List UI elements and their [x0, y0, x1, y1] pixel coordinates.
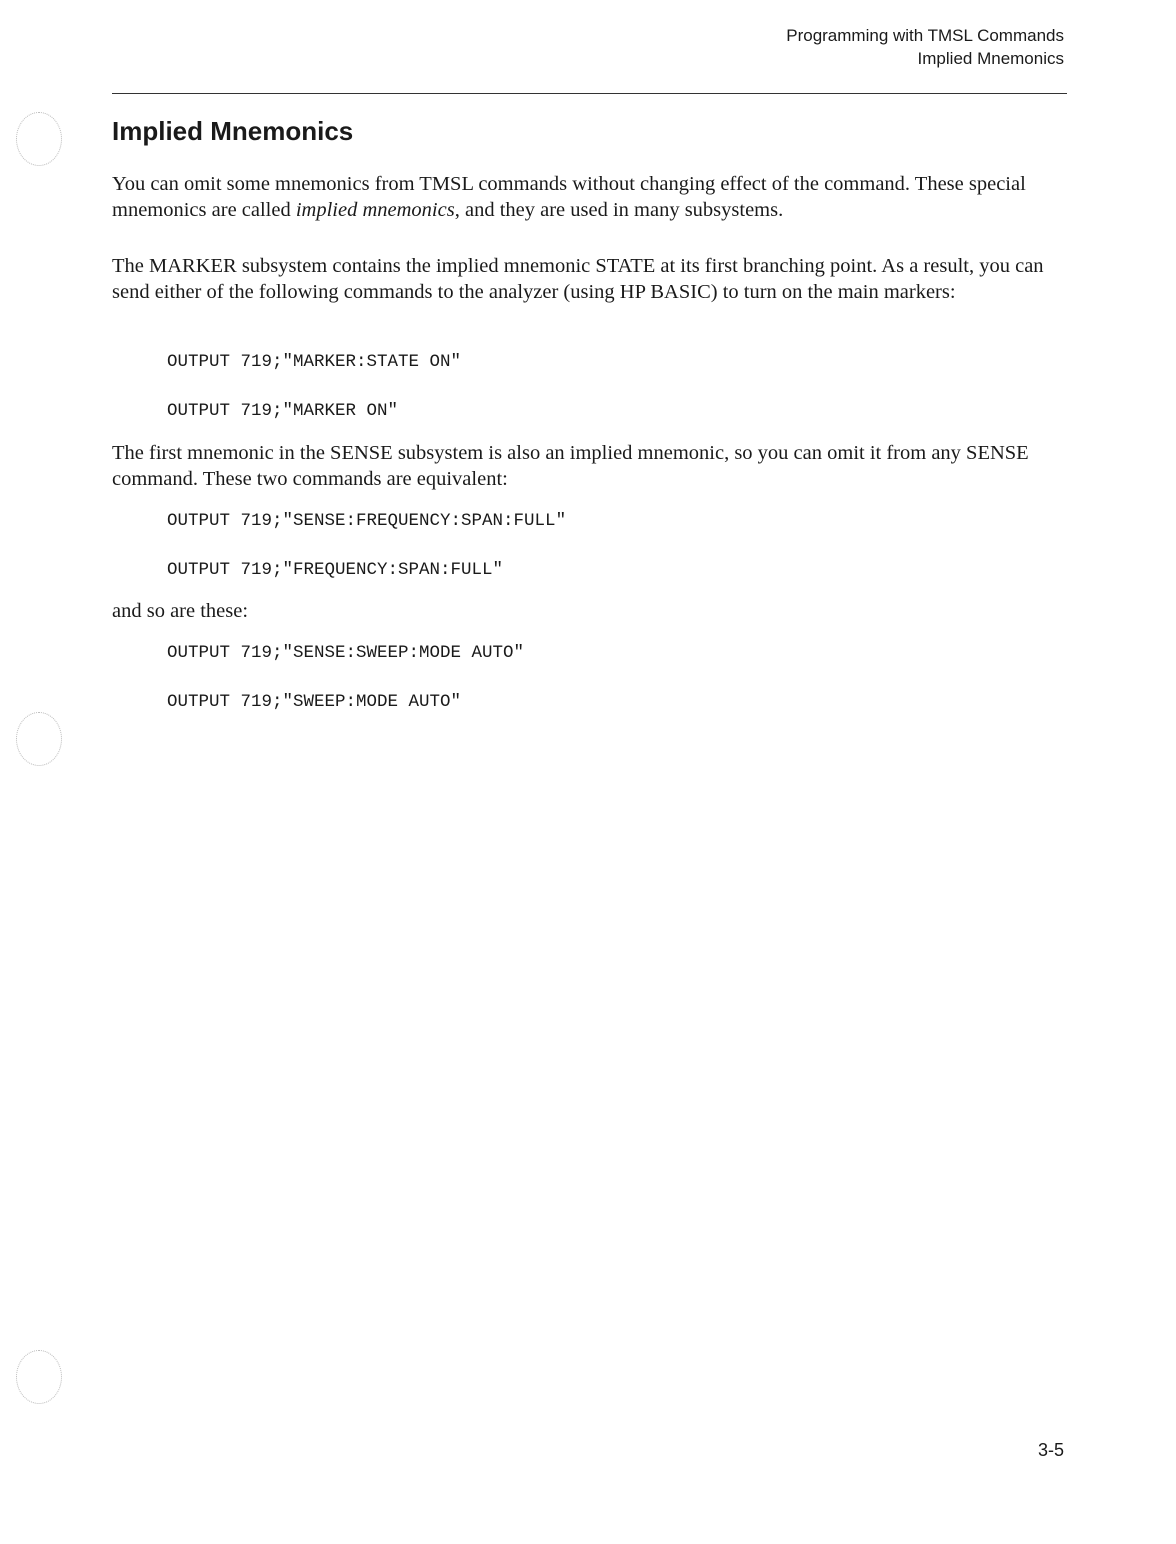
code-line: OUTPUT 719;"MARKER ON"	[167, 401, 399, 421]
sense-paragraph: The first mnemonic in the SENSE subsystem is also an implied mnemonic, so you can omit it from any SENSE command. These two commands are equivalent:	[112, 442, 1029, 490]
intro-emphasis: implied mnemonics	[295, 199, 455, 221]
and-so-paragraph: and so are these:	[112, 600, 249, 622]
code-line: OUTPUT 719;"SENSE:FREQUENCY:SPAN:FULL"	[167, 511, 567, 531]
code-line: OUTPUT 719;"SENSE:SWEEP:MODE AUTO"	[167, 643, 525, 663]
intro-text-end: , and they are used in many subsystems.	[454, 199, 784, 221]
page-number: 3-5	[1037, 1440, 1064, 1460]
punch-hole	[16, 712, 62, 766]
running-header-chapter: Programming with TMSL Commands	[786, 26, 1064, 45]
running-header-section: Implied Mnemonics	[917, 49, 1064, 68]
code-line: OUTPUT 719;"MARKER:STATE ON"	[167, 352, 462, 372]
punch-hole	[16, 112, 62, 166]
code-line: OUTPUT 719;"SWEEP:MODE AUTO"	[167, 692, 462, 712]
marker-paragraph: The MARKER subsystem contains the implied mnemonic STATE at its first branching point. As a result, you can send either of the following commands to the analyzer (using HP BASIC) to turn on the main markers:	[112, 255, 1044, 303]
punch-hole	[16, 1350, 62, 1404]
header-rule	[112, 93, 1067, 94]
page-title: Implied Mnemonics	[112, 116, 354, 146]
code-line: OUTPUT 719;"FREQUENCY:SPAN:FULL"	[167, 560, 504, 580]
intro-text-start: You can omit some mnemonics from TMSL commands without changing effect of the command. These special mnemonics are called	[112, 173, 1026, 221]
running-header	[786, 24, 1064, 70]
intro-paragraph	[112, 171, 1052, 223]
